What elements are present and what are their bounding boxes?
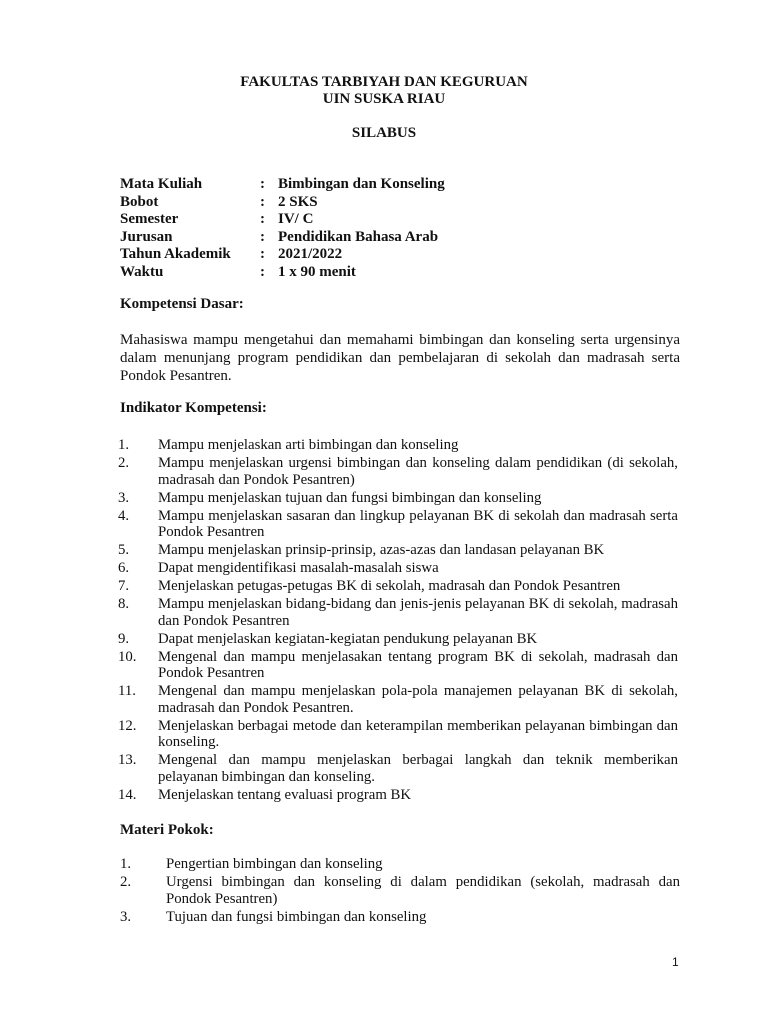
kompetensi-dasar-paragraph: Mahasiswa mampu mengetahui dan memahami bimbingan dan konseling serta urgensinya dalam menunjang program pendidikan dan pembelajaran di sekolah dan madrasah serta Pondok Pesantren.: [120, 332, 680, 384]
item-text: Mampu menjelaskan tujuan dan fungsi bimbingan dan konseling: [158, 489, 542, 506]
item-number: 4.: [118, 507, 130, 524]
item-number: 1.: [120, 856, 132, 872]
item-text: Dapat menjelaskan kegiatan-kegiatan pendukung pelayanan BK: [158, 630, 538, 647]
meta-separator: :: [260, 211, 265, 228]
document-title: SILABUS: [351, 125, 417, 141]
item-text: Mampu menjelaskan bidang-bidang dan jenis-jenis pelayanan BK di sekolah, madrasah dan Pondok Pesantren: [158, 596, 678, 629]
item-number: 11.: [118, 683, 136, 699]
meta-label: Mata Kuliah: [120, 176, 203, 192]
section-title-kompetensi-dasar: Kompetensi Dasar:: [120, 296, 244, 312]
list-item: [120, 909, 680, 926]
meta-separator: :: [260, 263, 265, 280]
item-number: 5.: [118, 542, 130, 558]
list-item: [118, 718, 678, 751]
item-number: 7.: [118, 578, 130, 594]
meta-value: 2021/2022: [278, 246, 343, 263]
item-number: 14.: [118, 786, 137, 803]
list-item: [118, 560, 678, 577]
faculty-name: FAKULTAS TARBIYAH DAN KEGURUAN: [240, 74, 528, 90]
course-info-row: [120, 229, 445, 247]
item-text: Mengenal dan mampu menjelaskan berbagai langkah dan teknik memberikan pelayanan bimbingan dan konseling.: [158, 752, 678, 785]
list-item: [118, 631, 678, 648]
course-info-row: [120, 211, 445, 229]
item-number: 2.: [118, 455, 130, 471]
meta-label: Jurusan: [120, 228, 173, 245]
item-number: 3.: [118, 489, 130, 506]
meta-label: Bobot: [120, 193, 159, 210]
item-number: 9.: [118, 630, 130, 647]
item-text: Menjelaskan tentang evaluasi program BK: [158, 786, 412, 803]
meta-separator: :: [260, 246, 265, 263]
list-item: [118, 455, 678, 488]
list-item: [118, 578, 678, 595]
meta-separator: :: [260, 228, 265, 245]
list-item: [118, 787, 678, 804]
item-text: Mampu menjelaskan prinsip-prinsip, azas-azas dan landasan pelayanan BK: [158, 542, 605, 558]
item-number: 1.: [118, 437, 130, 453]
list-item: [118, 596, 678, 629]
list-item: [118, 508, 678, 541]
section-title-materi-pokok: Materi Pokok:: [120, 822, 214, 838]
indikator-list: [118, 437, 678, 805]
materi-list: [120, 856, 680, 927]
meta-value: IV/ C: [278, 211, 314, 228]
item-text: Urgensi bimbingan dan konseling di dalam pendidikan (sekolah, madrasah dan Pondok Pesantren): [166, 874, 680, 907]
course-info-row: [120, 264, 445, 282]
item-text: Pengertian bimbingan dan konseling: [166, 856, 383, 872]
item-number: 6.: [118, 560, 130, 576]
item-text: Mengenal dan mampu menjelaskan pola-pola manajemen pelayanan BK di sekolah, madrasah dan Pondok Pesantren.: [158, 683, 678, 716]
item-number: 13.: [118, 752, 137, 768]
item-number: 10.: [118, 648, 137, 665]
course-info-row: [120, 176, 445, 194]
meta-label: Tahun Akademik: [120, 246, 231, 263]
item-text: Tujuan dan fungsi bimbingan dan konseling: [166, 908, 427, 925]
item-text: Mampu menjelaskan arti bimbingan dan konseling: [158, 437, 459, 453]
page-number: 1: [672, 955, 679, 969]
meta-separator: :: [260, 193, 265, 210]
item-text: Menjelaskan berbagai metode dan keterampilan memberikan pelayanan bimbingan dan konseling.: [158, 717, 678, 750]
item-number: 2.: [120, 874, 132, 890]
item-text: Dapat mengidentifikasi masalah-masalah siswa: [158, 560, 439, 576]
list-item: [118, 649, 678, 682]
list-item: [120, 856, 680, 873]
course-info: [120, 176, 445, 282]
section-title-indikator: Indikator Kompetensi:: [120, 400, 267, 416]
list-item: [118, 542, 678, 559]
list-item: [118, 683, 678, 716]
meta-label: Semester: [120, 211, 179, 228]
item-number: 3.: [120, 908, 132, 925]
item-text: Mampu menjelaskan urgensi bimbingan dan konseling dalam pendidikan (di sekolah, madrasah dan Pondok Pesantren): [158, 455, 678, 488]
university-name: UIN SUSKA RIAU: [322, 91, 446, 107]
list-item: [118, 490, 678, 507]
item-text: Mengenal dan mampu menjelasakan tentang program BK di sekolah, madrasah dan Pondok Pesantren: [158, 648, 678, 681]
meta-value: Bimbingan dan Konseling: [278, 176, 445, 192]
meta-label: Waktu: [120, 263, 164, 280]
list-item: [118, 437, 678, 454]
meta-value: 2 SKS: [278, 193, 318, 210]
item-number: 8.: [118, 596, 130, 612]
course-info-row: [120, 194, 445, 212]
item-number: 12.: [118, 717, 137, 734]
course-info-row: [120, 246, 445, 264]
list-item: [118, 752, 678, 785]
meta-value: Pendidikan Bahasa Arab: [278, 228, 439, 245]
item-text: Mampu menjelaskan sasaran dan lingkup pelayanan BK di sekolah dan madrasah serta Pondok Pesantren: [158, 507, 678, 540]
meta-value: 1 x 90 menit: [278, 263, 356, 280]
meta-separator: :: [260, 176, 265, 192]
list-item: [120, 874, 680, 907]
item-text: Menjelaskan petugas-petugas BK di sekolah, madrasah dan Pondok Pesantren: [158, 578, 621, 594]
